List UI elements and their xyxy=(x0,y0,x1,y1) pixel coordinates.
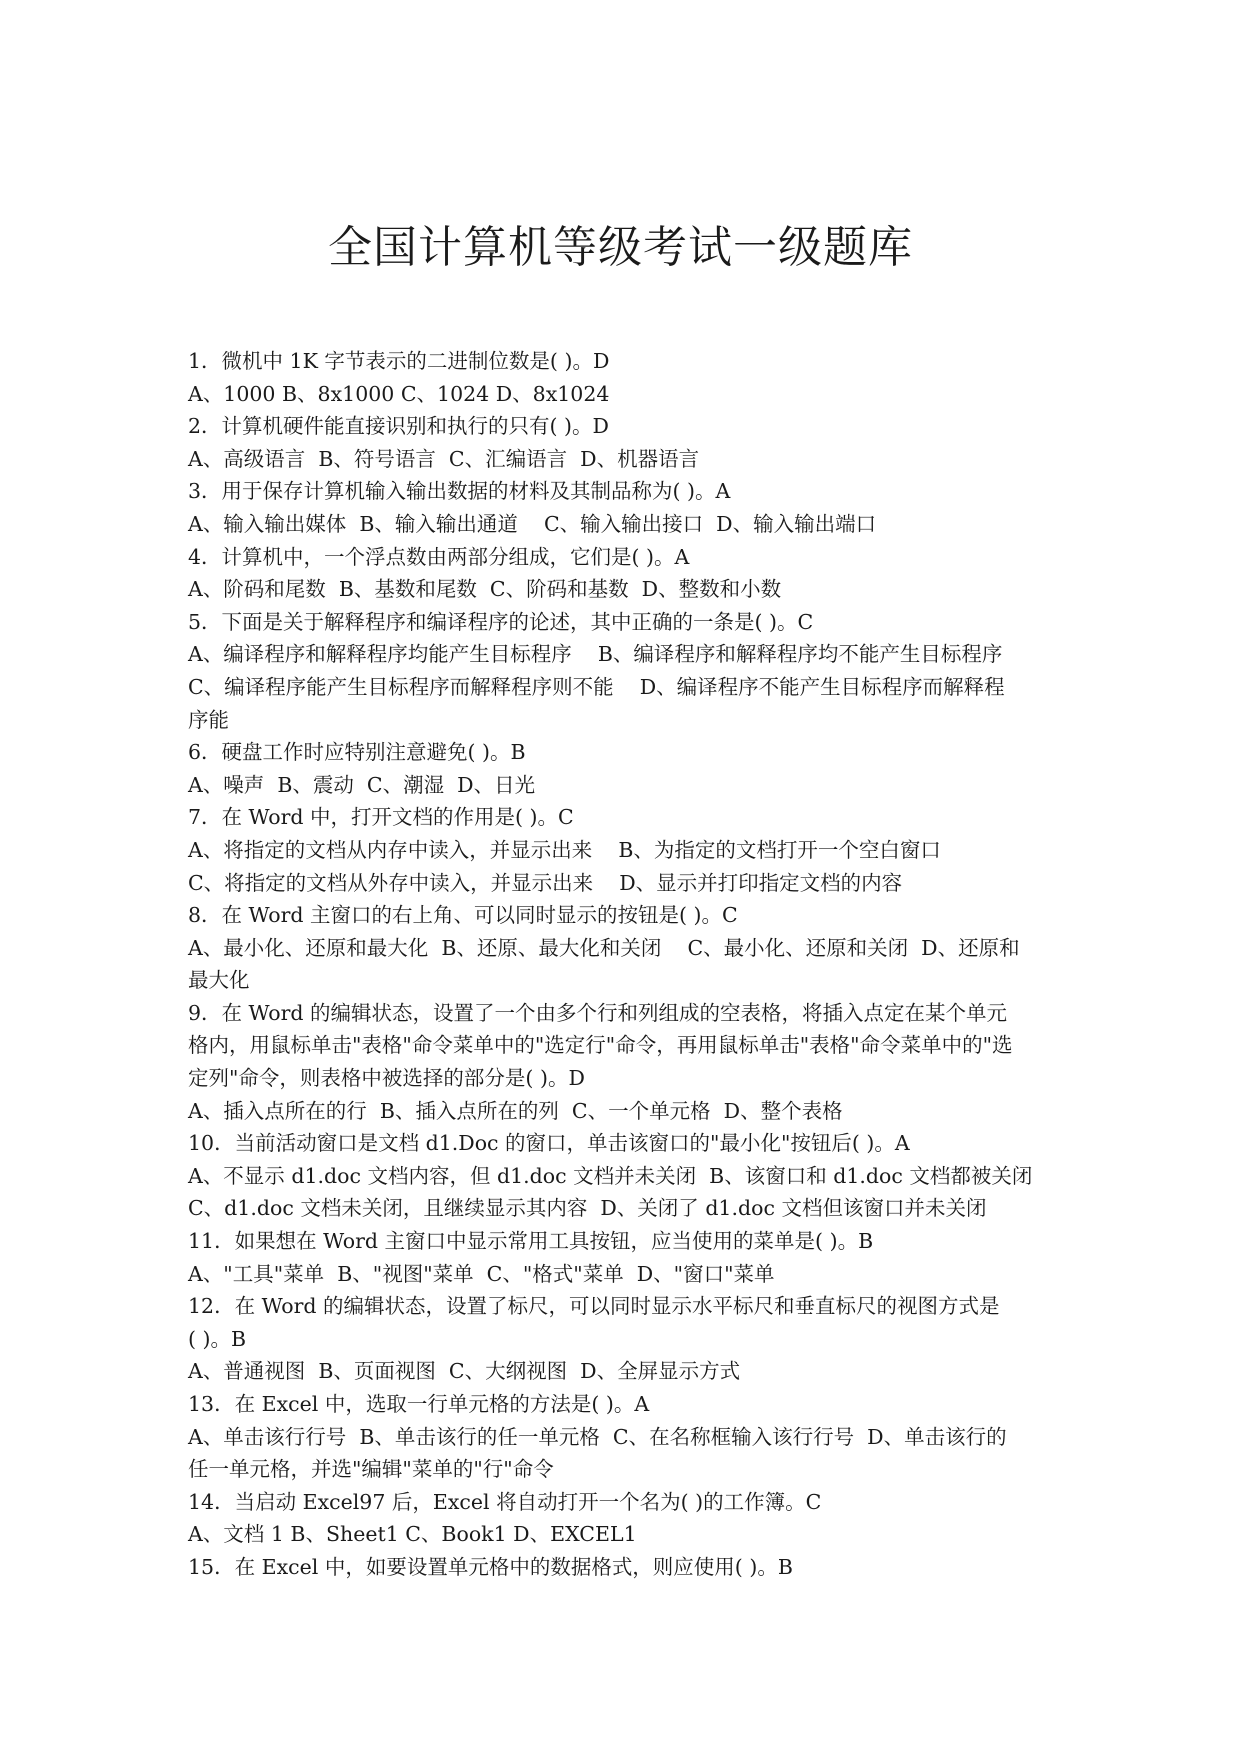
question-line: 定列"命令，则表格中被选择的部分是( )。D xyxy=(188,1066,585,1091)
question-line: 2．计算机硬件能直接识别和执行的只有( )。D xyxy=(188,414,609,439)
answer-options-line: A、普通视图 B、页面视图 C、大纲视图 D、全屏显示方式 xyxy=(188,1359,741,1384)
question-line: 12．在 Word 的编辑状态，设置了标尺，可以同时显示水平标尺和垂直标尺的视图方式是 xyxy=(188,1294,1000,1319)
question-line: 9．在 Word 的编辑状态，设置了一个由多个行和列组成的空表格，将插入点定在某个单元 xyxy=(188,1000,1008,1025)
question-line: ( )。B xyxy=(188,1326,247,1351)
answer-options-line: A、输入输出媒体 B、输入输出通道 C、输入输出接口 D、输入输出端口 xyxy=(188,511,877,536)
answer-options-line: A、编译程序和解释程序均能产生目标程序 B、编译程序和解释程序均不能产生目标程序 xyxy=(188,642,1003,667)
answer-options-line: A、1000 B、8x1000 C、1024 D、8x1024 xyxy=(188,381,610,406)
question-line: 格内，用鼠标单击"表格"命令菜单中的"选定行"命令，再用鼠标单击"表格"命令菜单中的"选 xyxy=(188,1033,1013,1058)
answer-options-line: A、阶码和尾数 B、基数和尾数 C、阶码和基数 D、整数和小数 xyxy=(188,577,782,602)
question-line: 10．当前活动窗口是文档 d1.Doc 的窗口，单击该窗口的"最小化"按钮后( )。A xyxy=(188,1131,910,1156)
answer-options-line: 序能 xyxy=(188,707,229,732)
question-line: 11．如果想在 Word 主窗口中显示常用工具按钮，应当使用的菜单是( )。B xyxy=(188,1229,874,1254)
answer-options-line: A、将指定的文档从内存中读入，并显示出来 B、为指定的文档打开一个空白窗口 xyxy=(188,837,941,862)
question-line: 5．下面是关于解释程序和编译程序的论述，其中正确的一条是( )。C xyxy=(188,609,814,634)
answer-options-line: C、将指定的文档从外存中读入，并显示出来 D、显示并打印指定文档的内容 xyxy=(188,870,903,895)
question-line: 4．计算机中，一个浮点数由两部分组成，它们是( )。A xyxy=(188,544,690,569)
answer-options-line: A、文档 1 B、Sheet1 C、Book1 D、EXCEL1 xyxy=(188,1522,637,1547)
question-line: 13．在 Excel 中，选取一行单元格的方法是( )。A xyxy=(188,1392,650,1416)
answer-options-line: A、噪声 B、震动 C、潮湿 D、日光 xyxy=(188,772,536,797)
answer-options-line: 任一单元格，并选"编辑"菜单的"行"命令 xyxy=(188,1457,554,1482)
answer-options-line: A、最小化、还原和最大化 B、还原、最大化和关闭 C、最小化、还原和关闭 D、还原和 xyxy=(188,935,1020,960)
answer-options-line: A、不显示 d1.doc 文档内容，但 d1.doc 文档并未关闭 B、该窗口和 d1.doc 文档都被关闭 xyxy=(188,1163,1033,1188)
question-line: 8．在 Word 主窗口的右上角、可以同时显示的按钮是( )。C xyxy=(188,903,738,928)
question-line: 14．当启动 Excel97 后，Excel 将自动打开一个名为( )的工作簿。C xyxy=(188,1489,822,1514)
answer-options-line: A、高级语言 B、符号语言 C、汇编语言 D、机器语言 xyxy=(188,446,700,471)
question-line: 6．硬盘工作时应特别注意避免( )。B xyxy=(188,740,526,765)
answer-options-line: A、单击该行行号 B、单击该行的任一单元格 C、在名称框输入该行行号 D、单击该行的 xyxy=(188,1424,1007,1449)
answer-options-line: C、d1.doc 文档未关闭，且继续显示其内容 D、关闭了 d1.doc 文档但该窗口并未关闭 xyxy=(188,1196,987,1221)
question-list xyxy=(188,345,1060,1584)
answer-options-line: 最大化 xyxy=(188,968,250,993)
question-line: 3．用于保存计算机输入输出数据的材料及其制品称为( )。A xyxy=(188,479,731,504)
question-line: 1．微机中 1K 字节表示的二进制位数是( )。D xyxy=(188,349,610,373)
question-line: 15．在 Excel 中，如要设置单元格中的数据格式，则应使用( )。B xyxy=(188,1554,793,1579)
answer-options-line: C、编译程序能产生目标程序而解释程序则不能 D、编译程序不能产生目标程序而解释程 xyxy=(188,674,1005,699)
document-title: 全国计算机等级考试一级题库 xyxy=(328,222,913,273)
question-line: 7．在 Word 中，打开文档的作用是( )。C xyxy=(188,805,574,830)
answer-options-line: A、插入点所在的行 B、插入点所在的列 C、一个单元格 D、整个表格 xyxy=(188,1098,843,1123)
answer-options-line: A、"工具"菜单 B、"视图"菜单 C、"格式"菜单 D、"窗口"菜单 xyxy=(188,1261,775,1286)
